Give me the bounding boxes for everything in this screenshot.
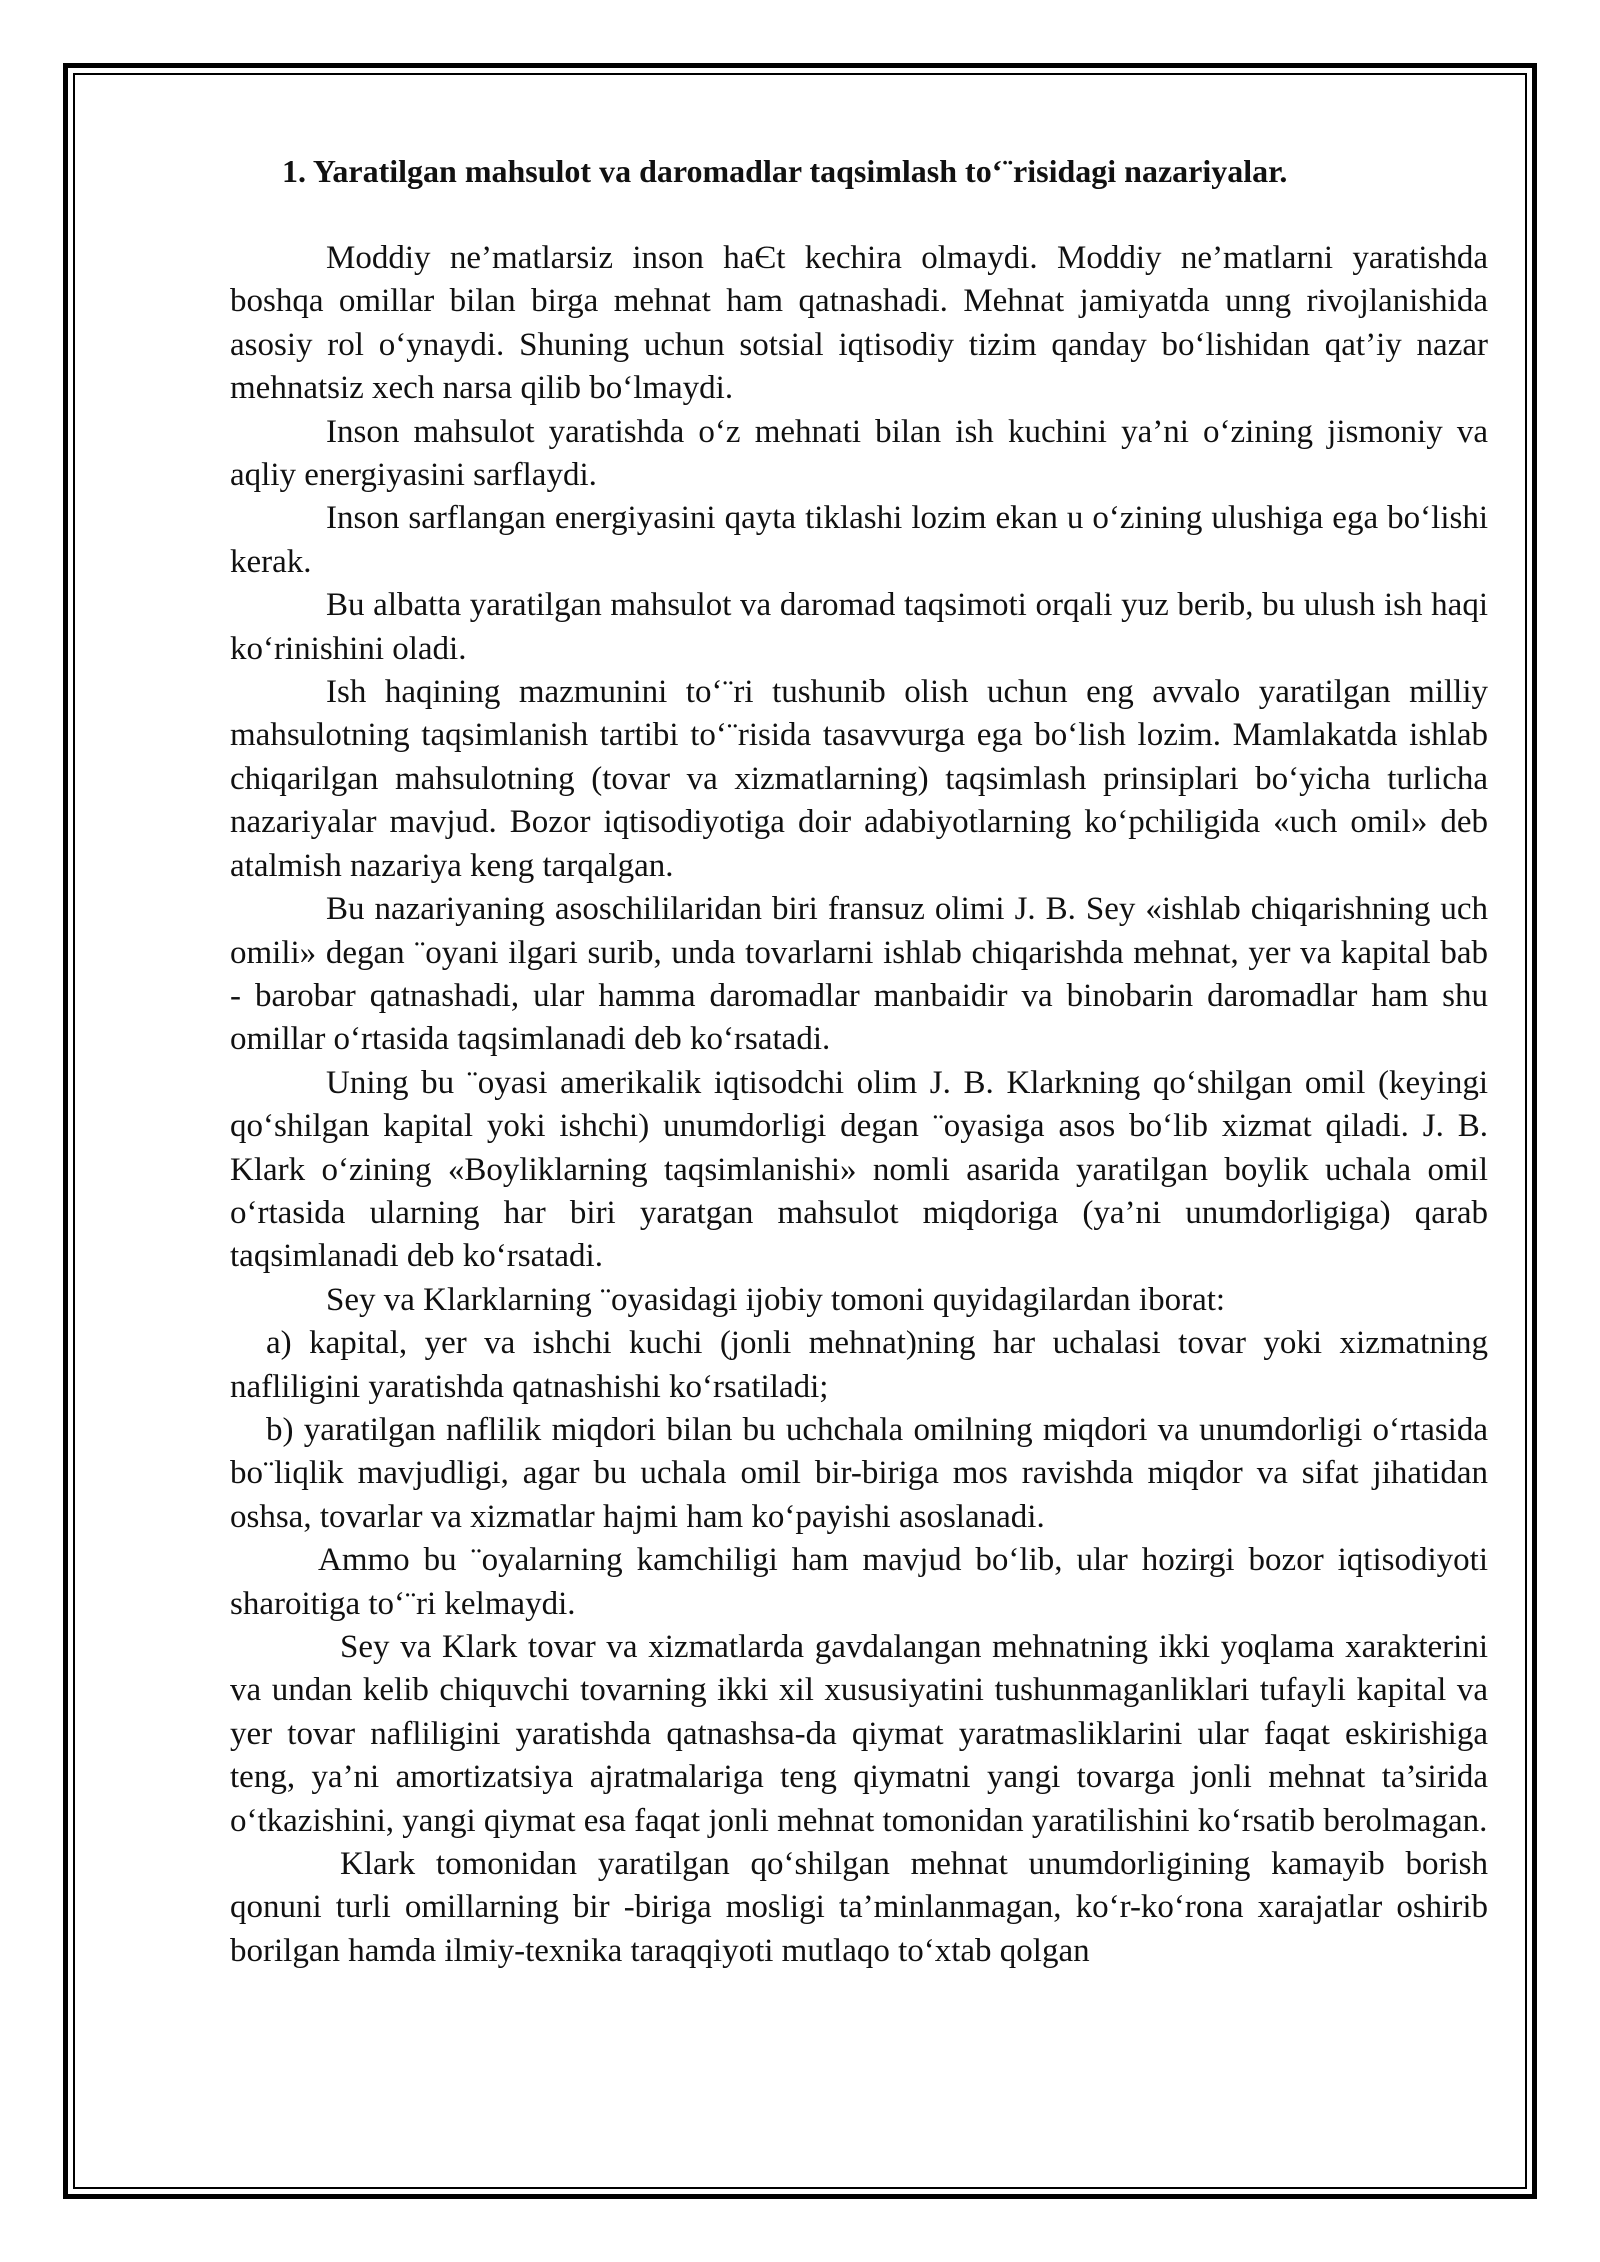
list-item: b) yaratilgan naflilik miqdori bilan bu uchchala omilning miqdori va unumdorligi o‘rtasida bo¨liqlik mavjudligi, agar bu uchala omil bir-biriga mos ravishda miqdor va sifat jihatidan oshsa, tovarlar va xizmatlar hajmi ham ko‘payishi asoslanadi. xyxy=(230,1411,1488,1535)
paragraph: Moddiy ne’matlarsiz inson haЄt kechira olmaydi. Moddiy ne’matlarni yaratishda boshqa omillar bilan birga mehnat ham qatnashadi. Mehnat jamiyatda unng rivojlanishida asosiy rol o‘ynaydi. Shuning uchun sotsial iqtisodiy tizim qanday bo‘lishidan qat’iy nazar mehnatsiz xech narsa qilib bo‘lmaydi. xyxy=(230,240,1488,407)
paragraph: Sey va Klarklarning ¨oyasidagi ijobiy tomoni quyidagilardan iborat: xyxy=(326,1281,1226,1318)
paragraph: Sey va Klark tovar va xizmatlarda gavdalangan mehnatning ikki yoqlama xarakterini va undan kelib chiquvchi tovarning ikki xil xususiyatini tushunmaganliklari tufayli kapital va yer tovar nafliligini yaratishda qatnashsa-da qiymat yaratmasliklarini ular faqat eskirishiga teng, ya’ni amortizatsiya ajratmalariga teng qiymatni yangi tovarga jonli mehnat ta’sirida o‘tkazishini, yangi qiymat esa faqat jonli mehnat tomonidan yaratilishini ko‘rsatib berolmagan. xyxy=(230,1629,1488,1839)
paragraph: Bu nazariyaning asoschililaridan biri fransuz olimi J. B. Sey «ishlab chiqarishning uch omili» degan ¨oyani ilgari surib, unda tovarlarni ishlab chiqarishda mehnat, yer va kapital bab - barobar qatnashadi, ular hamma daromadlar manbaidir va binobarin daromadlar ham shu omillar o‘rtasida taqsimlanadi deb ko‘rsatadi. xyxy=(230,891,1488,1058)
paragraph: Bu albatta yaratilgan mahsulot va daromad taqsimoti orqali yuz berib, bu ulush ish haqi ko‘rinishini oladi. xyxy=(230,587,1488,667)
paragraph: Inson sarflangan energiyasini qayta tiklashi lozim ekan u o‘zining ulushiga ega bo‘lishi kerak. xyxy=(230,500,1488,580)
paragraph: Klark tomonidan yaratilgan qo‘shilgan mehnat unumdorligining kamayib borish qonuni turli omillarning bir -biriga mosligi ta’minlanmagan, ko‘r-ko‘rona xarajatlar oshirib borilgan hamda ilmiy-texnika taraqqiyoti mutlaqo to‘xtab qolgan xyxy=(230,1846,1488,1969)
paragraph: Inson mahsulot yaratishda o‘z mehnati bilan ish kuchini ya’ni o‘zining jismoniy va aqliy energiyasini sarflaydi. xyxy=(230,413,1488,494)
section-title: 1. Yaratilgan mahsulot va daromadlar taqsimlash to‘¨risidagi nazariyalar. xyxy=(282,153,1288,189)
list-item: a) kapital, yer va ishchi kuchi (jonli mehnat)ning har uchalasi tovar yoki xizmatning nafliligini yaratishda qatnashishi ko‘rsatiladi; xyxy=(230,1325,1488,1405)
paragraph: Ammo bu ¨oyalarning kamchiligi ham mavjud bo‘lib, ular hozirgi bozor iqtisodiyoti sharoitiga to‘¨ri kelmaydi. xyxy=(230,1542,1488,1622)
paragraph: Uning bu ¨oyasi amerikalik iqtisodchi olim J. B. Klarkning qo‘shilgan omil (keyingi qo‘shilgan kapital yoki ishchi) unumdorligi degan ¨oyasiga asos bo‘lib xizmat qiladi. J. B. Klark o‘zining «Boyliklarning taqsimlanishi» nomli asarida yaratilgan boylik uchala omil o‘rtasida ularning har biri yaratgan mahsulot miqdoriga (ya’ni unumdorligiga) qarab taqsimlanadi deb ko‘rsatadi. xyxy=(230,1064,1488,1275)
document-body xyxy=(230,150,1488,1973)
paragraph: Ish haqining mazmunini to‘¨ri tushunib olish uchun eng avvalo yaratilgan milliy mahsulotning taqsimlanish tartibi to‘¨risida tasavvurga ega bo‘lish lozim. Mamlakatda ishlab chiqarilgan mahsulotning (tovar va xizmatlarning) taqsimlash prinsiplari bo‘yicha turlicha nazariyalar mavjud. Bozor iqtisodiyotiga doir adabiyotlarning ko‘pchiligida «uch omil» deb atalmish nazariya keng tarqalgan. xyxy=(230,674,1488,884)
